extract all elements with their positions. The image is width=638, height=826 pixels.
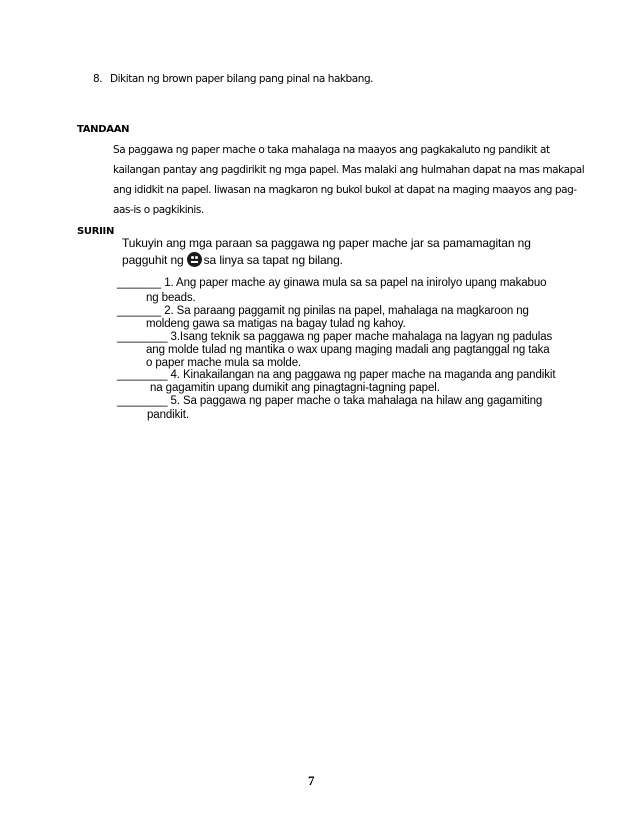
question-text: 1. Ang paper mache ay ginawa mula sa sa papel na inirolyo upang makabuo [164,277,547,289]
question-text-continued: moldeng gawa sa matigas na bagay tulad ng kahoy. [146,318,406,330]
question-text: 2. Sa paraang paggamit ng pinilas na papel, mahalaga na magkaroon ng [164,305,529,317]
step-text: Dikitan ng brown paper bilang pang pinal na hakbang. [110,73,374,85]
question-item-5 [117,395,542,407]
instruction-text: sa linya sa tapat ng bilang. [203,253,343,267]
question-item-3 [117,331,552,343]
answer-blank: _______ [117,305,162,317]
question-text: 4. Kinakailangan na ang paggawa ng paper mache na maganda ang pandikit [170,369,556,381]
suriin-heading: SURIIN [77,226,115,237]
page-number: 7 [308,773,315,788]
tandaan-line: ang ididkit na papel. Iiwasan na magkaron ng bukol bukol at dapat na maging maayos ang pag- [113,184,577,196]
suriin-instruction-line: Tukuyin ang mga paraan sa paggawa ng paper mache jar sa pamamagitan ng [122,236,531,250]
tandaan-line: kailangan pantay ang pagdirikit ng mga papel. Mas malaki ang hulmahan dapat na mas makapal [113,164,585,176]
question-text-continued: pandikit. [147,409,189,421]
question-item-1 [117,277,546,289]
question-text-continued: ang molde tulad ng mantika o wax upang maging madali ang pagtanggal ng taka [146,344,550,356]
question-text: 5. Sa paggawa ng paper mache o taka mahalaga na hilaw ang gagamiting [170,395,543,407]
tandaan-line: Sa paggawa ng paper mache o taka mahalaga na maayos ang pagkakaluto ng pandikit at [113,144,550,156]
suriin-instruction-line [122,252,343,267]
instruction-text: pagguhit ng [122,253,184,267]
answer-blank: _______ [117,277,162,289]
step-number: 8. [93,73,103,85]
question-item-2 [117,305,529,317]
answer-blank: ________ [117,331,168,343]
question-text-continued: o paper mache mula sa molde. [146,357,302,369]
question-text-continued: ng beads. [146,292,196,304]
tandaan-line: aas-is o pagkikinis. [113,204,204,216]
smiley-face-icon [187,252,202,267]
tandaan-heading: TANDAAN [77,124,130,135]
question-text: 3.Isang teknik sa paggawa ng paper mache mahalaga na lagyan ng padulas [170,331,553,343]
question-text-continued: na gagamitin upang dumikit ang pinagtagni-tagning papel. [150,382,440,394]
question-item-4 [117,369,555,381]
step-8 [93,73,373,85]
answer-blank: ________ [117,369,168,381]
answer-blank: ________ [117,395,168,407]
